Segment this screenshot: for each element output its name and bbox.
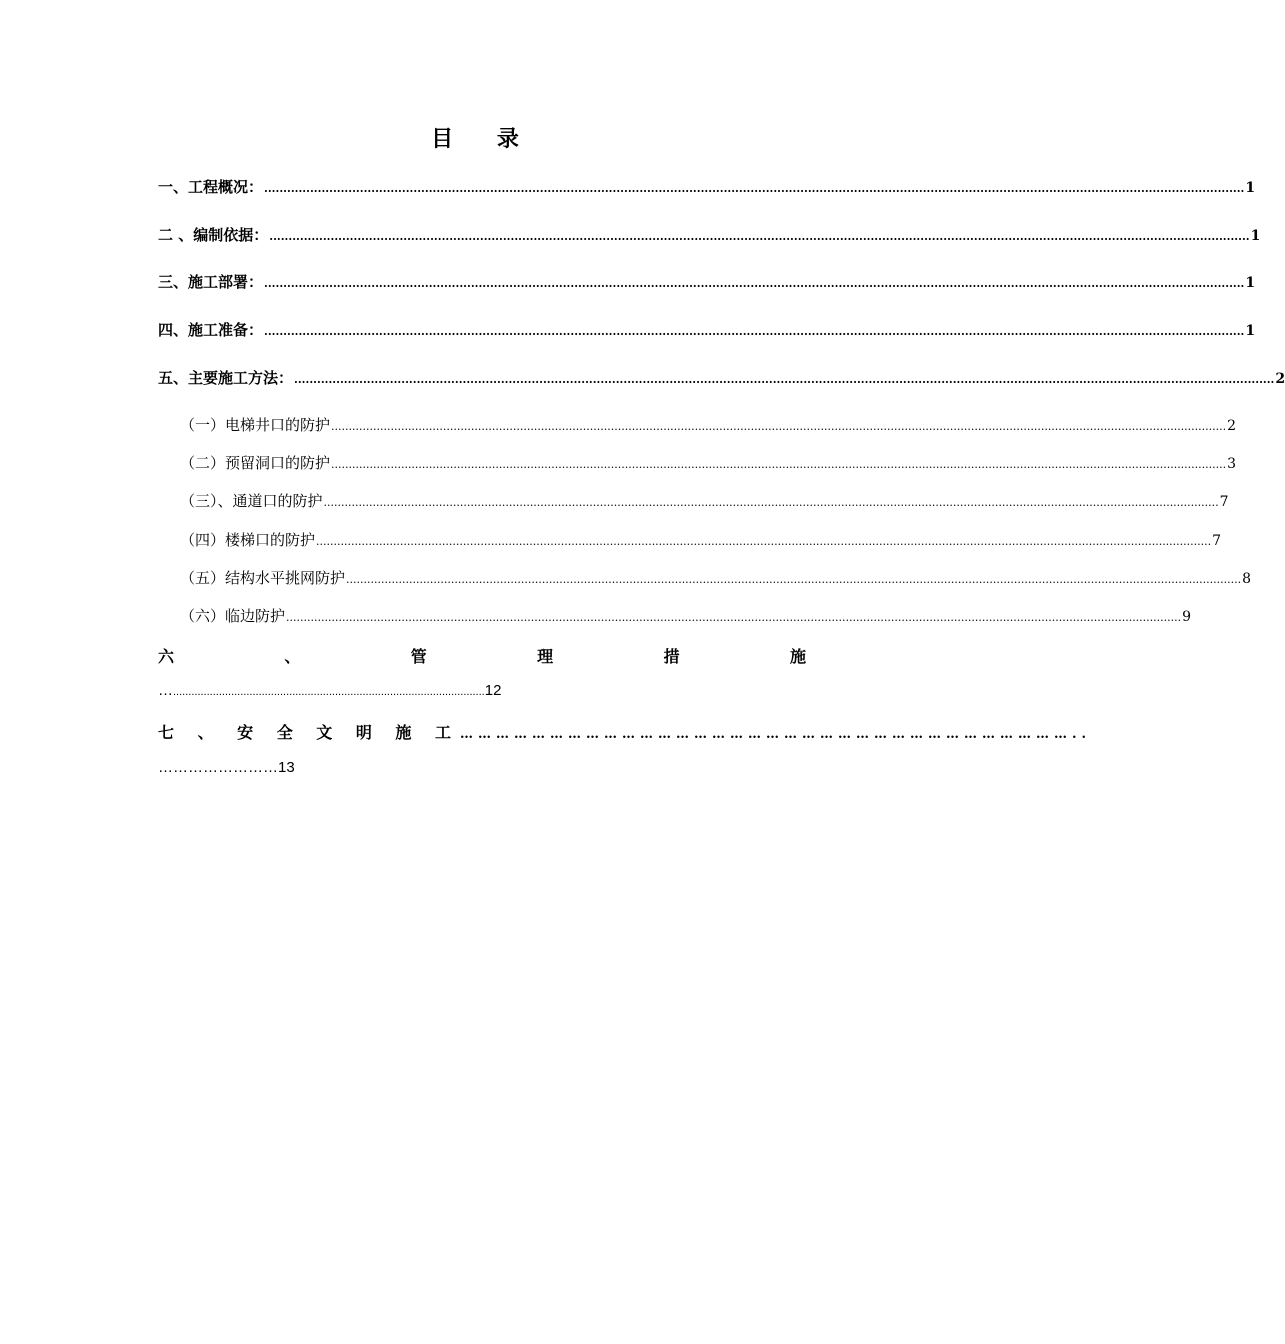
toc-page-number: 1 bbox=[1250, 228, 1261, 244]
toc-entry[interactable] bbox=[158, 367, 1285, 388]
toc-entry-label: 三、施工部署： bbox=[158, 273, 264, 291]
toc-entry[interactable] bbox=[158, 271, 1256, 292]
toc-subentry[interactable] bbox=[180, 529, 1222, 550]
toc-page-number: 7 bbox=[1212, 533, 1222, 549]
toc-leader: ………………………………………………………………………………………….. bbox=[460, 727, 1092, 742]
toc-subentry-label: （六）临边防护 bbox=[180, 607, 286, 625]
toc-subentry[interactable] bbox=[180, 414, 1237, 435]
section7-continuation bbox=[158, 759, 295, 776]
section6-char: 理 bbox=[537, 647, 554, 666]
toc-page-number: 8 bbox=[1242, 571, 1252, 587]
section6-char: 措 bbox=[663, 647, 680, 666]
toc-subentry-label: （三）、通道口的防护 bbox=[180, 492, 323, 510]
section6-char: 、 bbox=[284, 647, 301, 666]
toc-leader bbox=[269, 230, 1249, 243]
toc-leader bbox=[286, 611, 1181, 624]
toc-subentry-label: （一）电梯井口的防护 bbox=[180, 416, 331, 434]
toc-entry-label: 四、施工准备： bbox=[158, 321, 264, 339]
toc-title: 目 录 bbox=[431, 126, 537, 152]
section6-char: 管 bbox=[410, 647, 427, 666]
toc-page-number: 1 bbox=[1245, 275, 1256, 291]
toc-leader bbox=[324, 496, 1219, 509]
section6-char: 六 bbox=[158, 647, 175, 666]
toc-entry-section6[interactable] bbox=[158, 644, 806, 667]
toc-page-number: 1 bbox=[1245, 323, 1256, 339]
toc-subentry[interactable] bbox=[180, 605, 1192, 626]
section7-label: 七 、 安 全 文 明 施 工 bbox=[158, 723, 460, 742]
section6-continuation bbox=[158, 682, 501, 699]
toc-entry-section7[interactable] bbox=[158, 720, 1092, 743]
toc-subentry[interactable] bbox=[180, 452, 1237, 473]
toc-page-number: 1 bbox=[1245, 180, 1256, 196]
toc-leader: …………………… bbox=[158, 759, 278, 776]
toc-subentry-label: （二）预留洞口的防护 bbox=[180, 454, 331, 472]
toc-entry[interactable] bbox=[158, 176, 1256, 197]
toc-leader bbox=[331, 458, 1226, 471]
toc-entry-label: 一、工程概况： bbox=[158, 178, 264, 196]
toc-page-number: 2 bbox=[1227, 418, 1237, 434]
toc-leader bbox=[346, 573, 1241, 586]
toc-page-number: 9 bbox=[1182, 609, 1192, 625]
toc-page-number: 12 bbox=[484, 682, 502, 699]
toc-page-number: 3 bbox=[1227, 456, 1237, 472]
toc-page-number: 13 bbox=[278, 759, 295, 776]
toc-subentry[interactable] bbox=[180, 490, 1229, 511]
toc-leader: ...................................................................................................... bbox=[173, 686, 485, 698]
toc-subentry-label: （四）楼梯口的防护 bbox=[180, 531, 316, 549]
toc-page-number: 2 bbox=[1275, 371, 1285, 387]
toc-leader bbox=[294, 373, 1274, 386]
toc-entry-label: 二 、编制依据： bbox=[158, 226, 269, 244]
section6-prefix: … bbox=[158, 682, 173, 699]
toc-leader bbox=[264, 182, 1244, 195]
section6-char: 施 bbox=[789, 647, 806, 666]
toc-subentry[interactable] bbox=[180, 567, 1252, 588]
toc-entry[interactable] bbox=[158, 224, 1261, 245]
toc-leader bbox=[264, 277, 1244, 290]
toc-entry[interactable] bbox=[158, 319, 1256, 340]
toc-entry-label: 五、主要施工方法： bbox=[158, 369, 294, 387]
toc-leader bbox=[331, 420, 1226, 433]
toc-leader bbox=[264, 325, 1244, 338]
toc-leader bbox=[316, 535, 1211, 548]
toc-subentry-label: （五）结构水平挑网防护 bbox=[180, 569, 346, 587]
toc-page-number: 7 bbox=[1219, 494, 1229, 510]
